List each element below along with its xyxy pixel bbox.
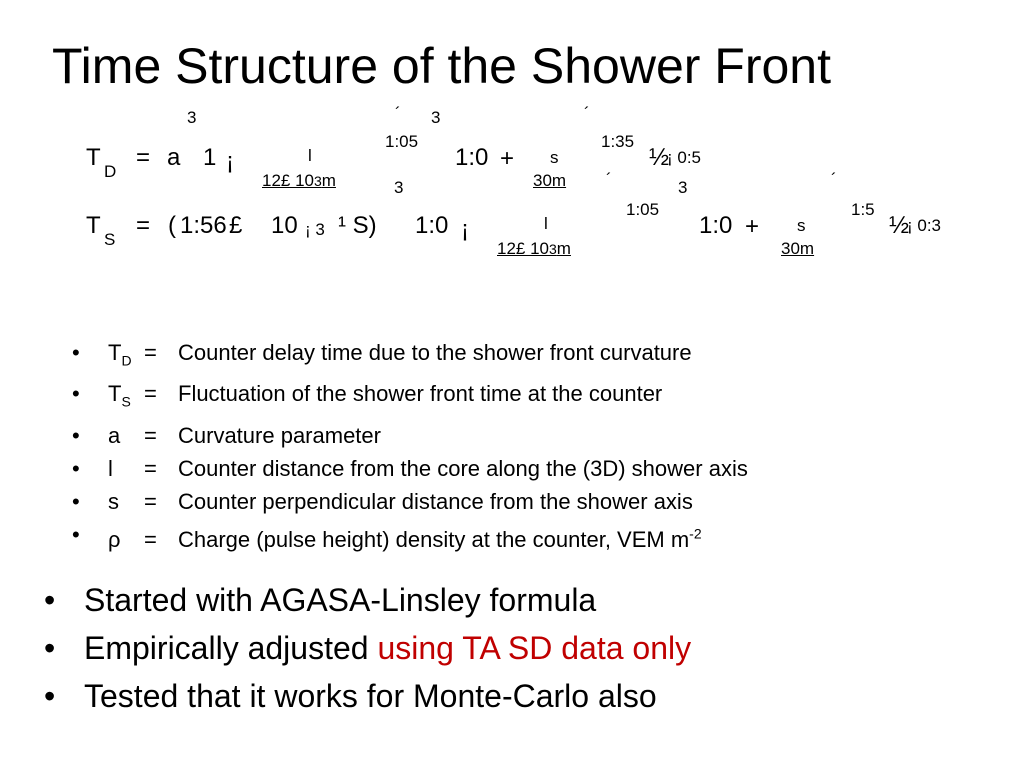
ts-one-zero-2: 1:0 bbox=[699, 212, 733, 239]
bullet: • bbox=[44, 630, 56, 666]
td-symbol: T bbox=[86, 144, 101, 171]
ts-exp-15: 1:5 bbox=[851, 200, 875, 219]
definition-item bbox=[72, 419, 748, 452]
bullet: • bbox=[44, 582, 56, 618]
td-minus: ¡ bbox=[226, 148, 234, 175]
definition-equals: = bbox=[144, 422, 157, 448]
ts-frac1-den: 12£ 103m bbox=[497, 239, 571, 258]
key-points-list bbox=[44, 576, 691, 720]
definition-text: Counter perpendicular distance from the shower axis bbox=[178, 488, 693, 514]
ts-ten: 10 bbox=[271, 212, 298, 239]
definition-symbol: $T_D$ bbox=[108, 340, 132, 369]
bullet: • bbox=[44, 678, 56, 714]
ts-plus: + bbox=[745, 213, 760, 240]
bullet: • bbox=[72, 521, 80, 547]
ts-one-zero: 1:0 bbox=[415, 212, 449, 239]
ts-paren-open: ( bbox=[168, 212, 176, 239]
definition-symbol: s bbox=[108, 488, 119, 514]
ts-rho: ½ bbox=[889, 212, 910, 239]
td-exp-tick2: ´ bbox=[584, 104, 590, 123]
definition-item bbox=[72, 452, 748, 485]
ts-rho-exp: ¡ 0:3 bbox=[907, 216, 942, 235]
definition-text: Counter delay time due to the shower front curvature bbox=[178, 340, 692, 365]
definition-text: Charge (pulse height) density at the counter, VEM $m^{-2}$ bbox=[178, 525, 702, 553]
definition-item bbox=[72, 485, 748, 518]
ts-coef: 1:56 bbox=[180, 212, 227, 239]
key-point-text: Tested that it works for Monte-Carlo also bbox=[84, 678, 657, 714]
td-a: a bbox=[167, 144, 181, 171]
ts-exp-3-small: 3 bbox=[394, 178, 404, 197]
td-equals: = bbox=[136, 144, 151, 171]
ts-unit: ¹ S) bbox=[338, 212, 377, 239]
bullet: • bbox=[72, 381, 80, 407]
definitions-list bbox=[72, 336, 748, 556]
td-frac1-num: l bbox=[308, 146, 312, 165]
bullet: • bbox=[72, 488, 80, 514]
td-exp-3-outer: 3 bbox=[187, 108, 197, 127]
td-exp-135: 1:35 bbox=[601, 132, 635, 151]
definition-symbol: a bbox=[108, 422, 121, 448]
ts-frac2-den: 30m bbox=[781, 239, 815, 258]
key-point-text: Started with AGASA-Linsley formula bbox=[84, 582, 597, 618]
bullet: • bbox=[72, 455, 80, 481]
definition-item bbox=[72, 518, 748, 556]
ts-frac2-num: s bbox=[797, 216, 806, 235]
definition-text: Counter distance from the core along the (3D) shower axis bbox=[178, 455, 748, 481]
ts-exp-tick1: ´ bbox=[606, 170, 612, 189]
definition-symbol: ρ bbox=[108, 527, 121, 553]
td-exp-3-inner: 3 bbox=[431, 108, 441, 127]
ts-exp-tick2: ´ bbox=[831, 170, 837, 189]
ts-frac1-num: l bbox=[544, 214, 548, 233]
highlighted-text: using TA SD data only bbox=[377, 630, 692, 666]
ts-times: £ bbox=[229, 212, 243, 239]
definition-symbol: l bbox=[108, 455, 113, 481]
td-frac1-den: 12£ 103m bbox=[262, 171, 336, 190]
td-exp-105: 1:05 bbox=[385, 132, 419, 151]
key-point bbox=[44, 624, 691, 672]
ts-subscript: S bbox=[104, 230, 116, 249]
ts-exp-105: 1:05 bbox=[626, 200, 660, 219]
ts-equals: = bbox=[136, 212, 151, 239]
key-point-text: Empirically adjusted bbox=[84, 630, 378, 666]
ts-minus: ¡ bbox=[461, 216, 469, 243]
definition-item bbox=[72, 336, 748, 377]
definition-text: Fluctuation of the shower front time at the counter bbox=[178, 381, 663, 407]
td-exp-tick1: ´ bbox=[395, 104, 401, 123]
definition-symbol: $T_S$ bbox=[108, 381, 131, 410]
key-point bbox=[44, 672, 691, 720]
definition-equals: = bbox=[144, 340, 157, 365]
td-frac2-den: 30m bbox=[533, 171, 567, 190]
bullet: • bbox=[72, 422, 80, 448]
ts-ten-exp: ¡ 3 bbox=[305, 220, 325, 239]
definition-text: Curvature parameter bbox=[178, 422, 381, 448]
definition-equals: = bbox=[144, 488, 157, 514]
definition-equals: = bbox=[144, 455, 157, 481]
td-one-zero: 1:0 bbox=[455, 144, 489, 171]
ts-exp-3: 3 bbox=[678, 178, 688, 197]
definition-equals: = bbox=[144, 527, 157, 553]
definition-item bbox=[72, 377, 748, 418]
td-frac2-num: s bbox=[550, 148, 559, 167]
slide-title: Time Structure of the Shower Front bbox=[52, 38, 832, 94]
td-subscript: D bbox=[104, 162, 117, 181]
ts-symbol: T bbox=[86, 212, 101, 239]
key-point bbox=[44, 576, 691, 624]
td-plus: + bbox=[500, 145, 515, 172]
td-rho: ½ bbox=[649, 144, 670, 171]
td-rho-exp: ¡ 0:5 bbox=[667, 148, 702, 167]
td-one: 1 bbox=[203, 144, 217, 171]
definition-equals: = bbox=[144, 381, 157, 407]
bullet: • bbox=[72, 340, 80, 365]
